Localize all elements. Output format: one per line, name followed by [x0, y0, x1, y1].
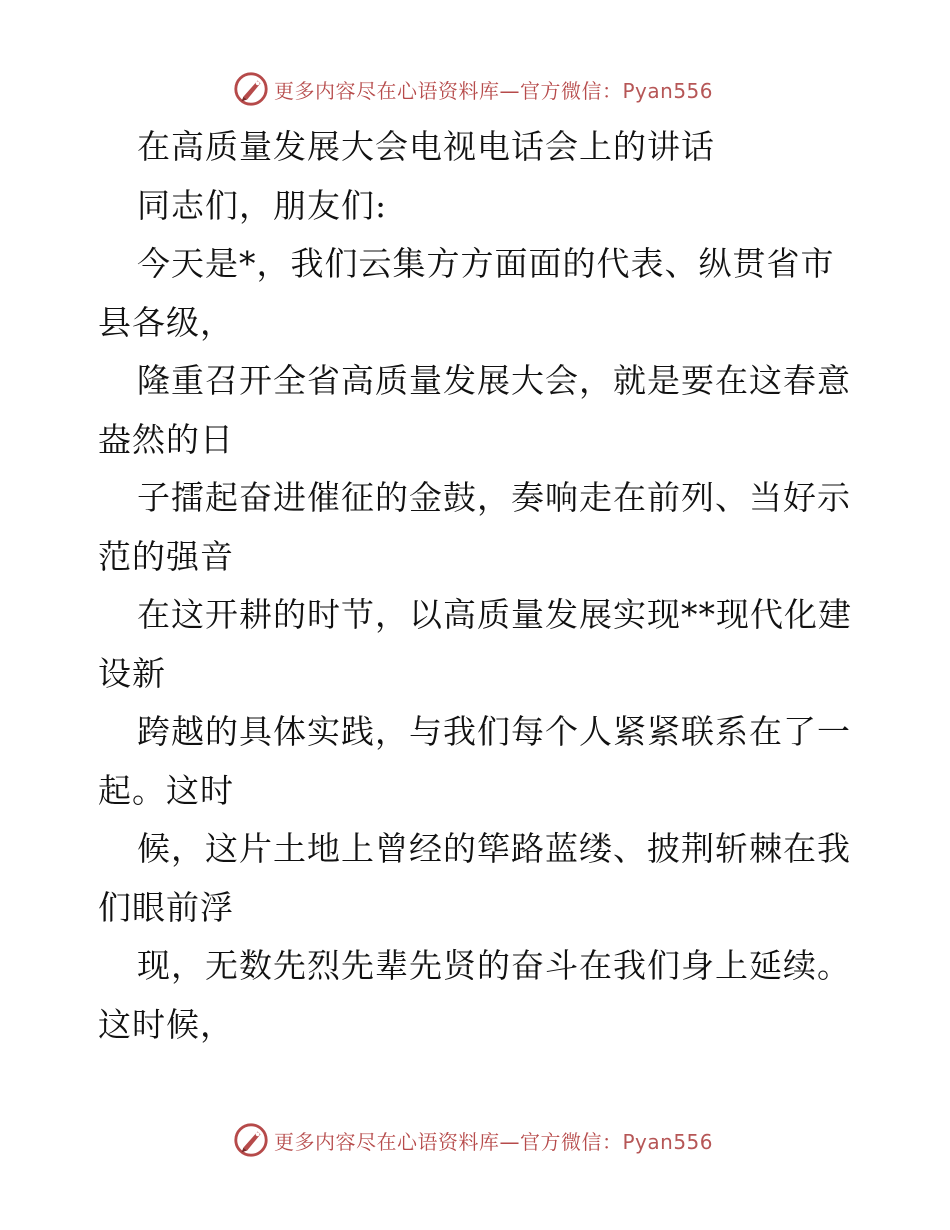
- footer-banner-text: [274, 1126, 713, 1155]
- text-line: 在这开耕的时节，以高质量发展实现**现代化建: [137, 595, 852, 634]
- text-line: 跨越的具体实践，与我们每个人紧紧联系在了一: [137, 712, 851, 751]
- text-line: 同志们，朋友们:: [137, 185, 388, 225]
- text-line: 范的强音: [98, 536, 234, 576]
- pen-nib-circle-icon: [232, 1121, 270, 1159]
- header-watermark-banner: [232, 70, 752, 108]
- pen-nib-circle-icon: [232, 70, 270, 108]
- text-line: 子擂起奋进催征的金鼓，奏响走在前列、当好示: [137, 478, 851, 517]
- footer-banner-label: 更多内容尽在心语资料库—官方微信：: [274, 1129, 623, 1154]
- text-line: 今天是*，我们云集方方面面的代表、纵贯省市: [137, 244, 835, 283]
- text-line: 隆重召开全省高质量发展大会，就是要在这春意: [137, 361, 851, 400]
- text-line: 候，这片土地上曾经的筚路蓝缕、披荆斩棘在我: [137, 829, 851, 868]
- text-line: 县各级，: [98, 302, 234, 342]
- footer-wechat-id: Pyan556: [622, 1129, 714, 1154]
- header-banner-text: [274, 75, 713, 104]
- text-line: 设新: [98, 653, 166, 693]
- document-title: 在高质量发展大会电视电话会上的讲话: [137, 127, 715, 166]
- text-line: 盎然的日: [98, 419, 234, 459]
- header-banner-label: 更多内容尽在心语资料库—官方微信：: [274, 78, 623, 103]
- footer-watermark-banner: [232, 1121, 752, 1159]
- text-line: 起。这时: [98, 770, 234, 810]
- document-body: [98, 118, 858, 1054]
- text-line: 们眼前浮: [98, 887, 234, 927]
- header-wechat-id: Pyan556: [622, 78, 714, 103]
- text-line: 这时候，: [98, 1004, 234, 1044]
- text-line: 现，无数先烈先辈先贤的奋斗在我们身上延续。: [137, 946, 851, 985]
